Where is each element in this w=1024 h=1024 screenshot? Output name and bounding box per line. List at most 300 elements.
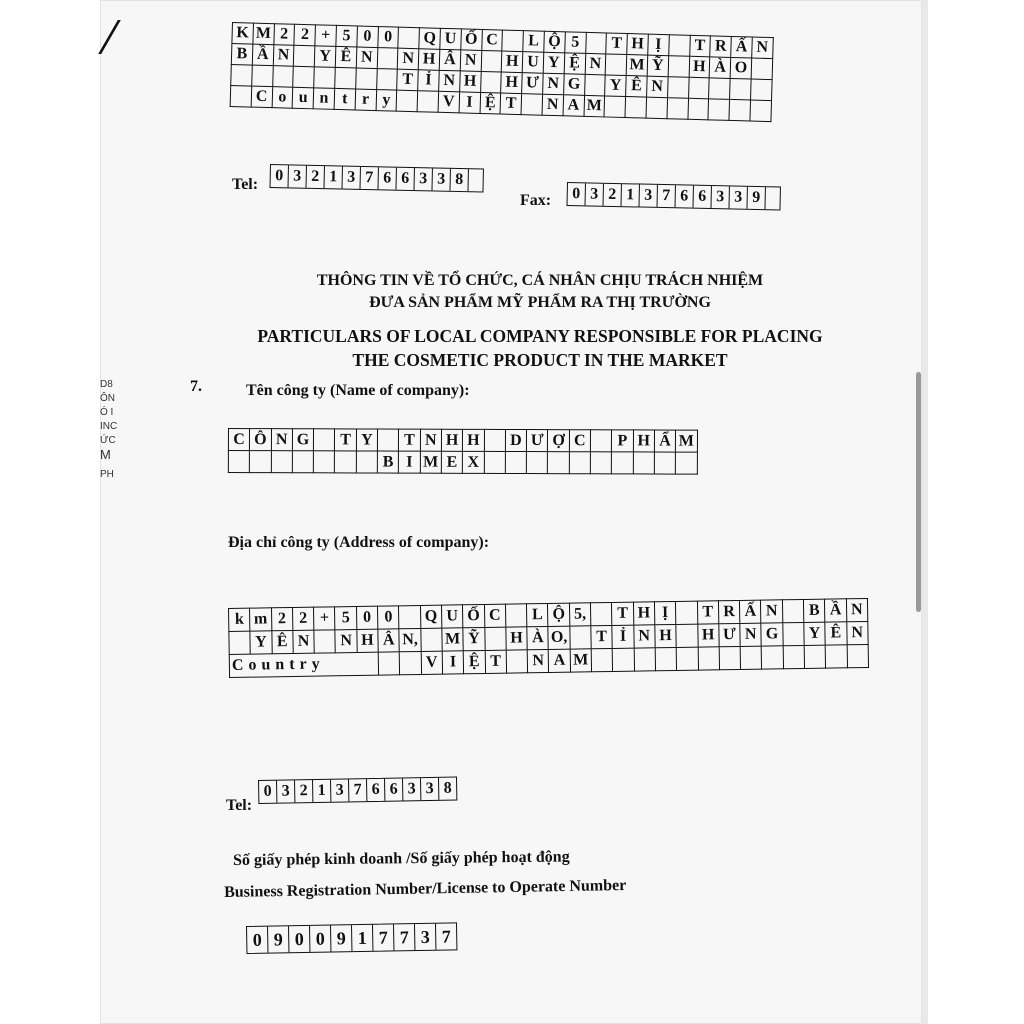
grid-cell xyxy=(293,66,314,88)
grid-cell: y xyxy=(376,90,397,112)
grid-cell xyxy=(676,647,698,670)
digit-box: 9 xyxy=(752,188,761,207)
grid-cell: Ầ xyxy=(252,44,273,66)
grid-cell: A xyxy=(563,95,584,117)
digit-box: 3 xyxy=(421,778,439,800)
grid-cell: Ấ xyxy=(731,36,752,58)
grid-cell xyxy=(421,628,443,651)
grid-cell: Ộ xyxy=(548,603,570,626)
grid-cell: N xyxy=(846,621,868,644)
grid-cell: Y xyxy=(605,75,626,97)
grid-cell xyxy=(709,78,730,100)
grid-cell: G xyxy=(563,74,584,96)
grid-cell xyxy=(584,74,605,96)
grid-cell: o xyxy=(272,87,293,109)
digit-box: 6 xyxy=(675,185,693,207)
grid-cell xyxy=(668,35,689,57)
grid-cell xyxy=(230,85,251,107)
grid-cell xyxy=(399,605,421,628)
grid-cell: Q xyxy=(420,605,442,628)
grid-cell: 5 xyxy=(335,606,357,629)
grid-cell: V xyxy=(438,91,459,113)
grid-cell: Ệ xyxy=(564,53,585,75)
grid-cell: T xyxy=(591,625,613,648)
grid-cell: N xyxy=(740,623,762,646)
grid-cell xyxy=(292,451,313,473)
grid-cell xyxy=(569,452,590,474)
grid-cell: M xyxy=(676,430,697,452)
grid-cell xyxy=(506,650,528,673)
digit-box: 7 xyxy=(360,167,378,189)
grid-cell: H xyxy=(633,430,654,452)
underlying-page-fragment xyxy=(100,378,120,518)
grid-cell xyxy=(804,645,826,668)
grid-cell: T xyxy=(500,93,521,115)
grid-cell: Ị xyxy=(648,34,669,56)
digit-box: 3 xyxy=(415,924,436,950)
grid-cell: 0 xyxy=(357,26,378,48)
grid-cell: T xyxy=(397,69,418,91)
grid-cell: H xyxy=(357,629,379,652)
grid-cell: M xyxy=(570,649,592,672)
digit-box: 0 xyxy=(271,165,289,187)
grid-cell: R xyxy=(710,36,731,58)
grid-cell: H xyxy=(501,72,522,94)
grid-cell xyxy=(314,451,335,473)
grid-cell xyxy=(750,100,771,122)
grid-cell xyxy=(356,451,377,473)
grid-cell: + xyxy=(315,25,336,47)
grid-cell: V xyxy=(421,651,443,674)
digit-box: 9 xyxy=(268,926,289,952)
grid-cell xyxy=(668,56,689,78)
digit-box: 3 xyxy=(586,183,604,205)
grid-cell: H xyxy=(418,49,439,71)
grid-cell: Ệ xyxy=(480,92,501,114)
grid-cell xyxy=(314,630,336,653)
grid-cell: 0 xyxy=(378,606,400,629)
document-page xyxy=(100,0,922,1024)
page-edge xyxy=(922,0,928,1024)
grid-cell xyxy=(398,27,419,49)
grid-cell: C xyxy=(569,430,590,452)
grid-cell: C xyxy=(481,29,502,51)
grid-cell: Ê xyxy=(271,630,293,653)
license-label-vn: Số giấy phép kinh doanh /Số giấy phép hoạt động xyxy=(233,848,570,869)
grid-cell xyxy=(417,91,438,113)
grid-cell xyxy=(250,451,271,473)
grid-cell xyxy=(231,64,252,86)
grid-cell: Y xyxy=(250,631,272,654)
grid-cell: T xyxy=(335,429,356,451)
grid-cell: H xyxy=(627,34,648,56)
grid-cell: 2 xyxy=(273,24,294,46)
grid-cell xyxy=(378,652,400,675)
grid-cell xyxy=(751,58,772,80)
grid-cell xyxy=(687,98,708,120)
grid-cell: O, xyxy=(548,626,570,649)
grid-cell: L xyxy=(527,603,549,626)
grid-cell: X xyxy=(463,451,484,473)
grid-cell: M xyxy=(626,55,647,77)
grid-cell: Ỉ xyxy=(612,625,634,648)
grid-cell xyxy=(481,50,502,72)
grid-cell xyxy=(400,651,422,674)
grid-cell xyxy=(783,645,805,668)
digit-box: 1 xyxy=(313,780,331,802)
section-heading-vn-line1: THÔNG TIN VỀ TỔ CHỨC, CÁ NHÂN CHỊU TRÁCH NHIỆM xyxy=(316,272,764,289)
grid-cell: Ỹ xyxy=(647,55,668,77)
grid-cell: Y xyxy=(804,622,826,645)
grid-cell xyxy=(272,66,293,88)
grid-cell xyxy=(502,30,523,52)
section-heading-en-line1: PARTICULARS OF LOCAL COMPANY RESPONSIBLE FOR PLACING xyxy=(257,326,823,346)
grid-cell xyxy=(335,451,356,473)
fragment-text: PH xyxy=(100,469,114,480)
grid-cell: C xyxy=(484,604,506,627)
grid-cell: Ê xyxy=(335,46,356,68)
grid-cell: H xyxy=(506,627,528,650)
manufacturer-fax-label: Fax: xyxy=(520,192,552,209)
section-heading-en-line2: THE COSMETIC PRODUCT IN THE MARKET xyxy=(352,350,728,370)
grid-cell xyxy=(719,646,741,669)
digit-box: 6 xyxy=(378,167,396,189)
grid-cell: M xyxy=(584,95,605,117)
grid-cell: Q xyxy=(419,28,440,50)
grid-cell xyxy=(634,648,656,671)
grid-cell xyxy=(847,644,869,667)
digit-box: 0 xyxy=(310,926,331,952)
grid-cell xyxy=(376,69,397,91)
grid-cell xyxy=(570,626,592,649)
grid-cell xyxy=(377,429,398,451)
digit-box: 0 xyxy=(568,183,586,205)
grid-cell: H xyxy=(697,624,719,647)
grid-cell: H xyxy=(441,429,462,451)
grid-cell xyxy=(698,647,720,670)
digit-box: 7 xyxy=(373,924,394,950)
grid-cell: + xyxy=(314,607,336,630)
grid-cell xyxy=(708,99,729,121)
grid-cell: N xyxy=(752,37,773,59)
grid-cell: H xyxy=(502,51,523,73)
grid-cell: T xyxy=(485,650,507,673)
grid-cell: K xyxy=(232,23,253,45)
digit-box: 1 xyxy=(622,184,640,206)
grid-cell xyxy=(548,452,569,474)
grid-cell: Ợ xyxy=(548,430,569,452)
company-tel-label: Tel: xyxy=(226,797,253,814)
vertical-scrollbar[interactable] xyxy=(916,372,921,612)
grid-cell: N xyxy=(273,45,294,67)
fragment-text: ỨC xyxy=(100,435,116,446)
grid-cell: Ư xyxy=(527,430,548,452)
grid-cell: Ị xyxy=(654,601,676,624)
grid-cell: C xyxy=(251,86,272,108)
grid-cell: N xyxy=(356,47,377,69)
digit-box: 6 xyxy=(385,778,403,800)
grid-cell: T xyxy=(689,35,710,57)
grid-cell: Ê xyxy=(825,622,847,645)
grid-cell: D xyxy=(505,429,526,451)
grid-cell xyxy=(667,77,688,99)
grid-cell: N xyxy=(761,600,783,623)
grid-cell: H xyxy=(459,71,480,93)
fragment-text: INC xyxy=(100,421,118,432)
grid-cell: R xyxy=(718,600,740,623)
grid-cell: U xyxy=(440,28,461,50)
grid-cell xyxy=(314,429,335,451)
digit-box: 0 xyxy=(247,927,268,953)
grid-cell: Ệ xyxy=(463,650,485,673)
grid-cell: N xyxy=(460,50,481,72)
grid-cell: Ẩ xyxy=(654,430,675,452)
grid-cell: N, xyxy=(399,628,421,651)
grid-cell: B xyxy=(231,44,252,66)
grid-cell: U xyxy=(441,605,463,628)
grid-cell: n xyxy=(313,88,334,110)
grid-cell: Â xyxy=(378,629,400,652)
grid-cell: Y xyxy=(543,52,564,74)
license-label-en: Business Registration Number/License to Operate Number xyxy=(224,876,627,901)
grid-cell: 2 xyxy=(271,607,293,630)
grid-cell xyxy=(625,97,646,119)
grid-cell xyxy=(585,32,606,54)
digit-box: 7 xyxy=(657,185,675,207)
grid-cell: I xyxy=(459,92,480,114)
grid-cell xyxy=(484,451,505,473)
grid-cell: H xyxy=(689,56,710,78)
grid-cell xyxy=(613,648,635,671)
grid-cell xyxy=(314,67,335,89)
grid-cell: T xyxy=(697,601,719,624)
grid-cell: Ố xyxy=(463,604,485,627)
grid-cell: N xyxy=(527,649,549,672)
digit-box: 1 xyxy=(325,166,343,188)
grid-cell: À xyxy=(527,626,549,649)
grid-cell: Y xyxy=(356,429,377,451)
digit-box: 2 xyxy=(307,166,325,188)
manufacturer-address-grid xyxy=(230,22,774,122)
grid-cell: N xyxy=(293,630,315,653)
grid-cell xyxy=(676,452,697,474)
digit-box: 3 xyxy=(640,185,658,207)
grid-cell: Y xyxy=(314,46,335,68)
grid-cell: Ô xyxy=(250,429,271,451)
grid-cell xyxy=(606,54,627,76)
grid-cell: N xyxy=(271,429,292,451)
grid-cell: Ầ xyxy=(825,599,847,622)
grid-cell xyxy=(335,67,356,89)
digit-box: 3 xyxy=(432,168,450,190)
grid-cell: Ỉ xyxy=(418,70,439,92)
digit-box: 2 xyxy=(295,780,313,802)
grid-cell xyxy=(526,452,547,474)
grid-cell: G xyxy=(292,429,313,451)
grid-cell xyxy=(782,599,804,622)
grid-cell: M xyxy=(442,628,464,651)
grid-cell: P xyxy=(612,430,633,452)
grid-cell: 0 xyxy=(356,606,378,629)
fragment-text: ÔN xyxy=(100,393,115,404)
company-tel-boxes xyxy=(258,777,457,804)
grid-cell: I xyxy=(399,451,420,473)
grid-cell: N xyxy=(585,53,606,75)
grid-cell: Ộ xyxy=(544,31,565,53)
digit-box: 7 xyxy=(394,924,415,950)
grid-cell xyxy=(505,604,527,627)
grid-cell xyxy=(229,631,251,654)
grid-cell: T xyxy=(606,33,627,55)
grid-cell: B xyxy=(377,451,398,473)
grid-cell: M xyxy=(420,451,441,473)
grid-cell: H xyxy=(463,429,484,451)
section-heading-vn-line2: ĐƯA SẢN PHẨM MỸ PHẨM RA THỊ TRƯỜNG xyxy=(369,294,711,311)
grid-cell: H xyxy=(655,624,677,647)
grid-cell xyxy=(228,451,249,473)
grid-cell: 5 xyxy=(565,32,586,54)
grid-cell xyxy=(271,451,292,473)
grid-cell: M xyxy=(253,23,274,45)
grid-cell: N xyxy=(439,70,460,92)
manufacturer-tel-label: Tel: xyxy=(232,176,259,193)
grid-cell: Ố xyxy=(461,29,482,51)
grid-cell: Ấ xyxy=(740,600,762,623)
grid-cell xyxy=(294,45,315,67)
grid-cell: 0 xyxy=(377,27,398,49)
company-name-label: Tên công ty (Name of company): xyxy=(246,382,470,399)
grid-cell xyxy=(484,429,505,451)
grid-cell: N xyxy=(543,73,564,95)
grid-cell xyxy=(480,71,501,93)
grid-cell xyxy=(590,452,611,474)
grid-cell: 5 xyxy=(336,25,357,47)
grid-cell: m xyxy=(250,608,272,631)
grid-row xyxy=(228,429,697,453)
company-address-grid xyxy=(228,598,869,678)
grid-cell: T xyxy=(612,602,634,625)
grid-cell: O xyxy=(730,57,751,79)
grid-cell xyxy=(591,648,613,671)
grid-cell xyxy=(655,647,677,670)
grid-cell xyxy=(355,68,376,90)
grid-cell: N xyxy=(633,625,655,648)
digit-box: 6 xyxy=(396,168,414,190)
digit-box: 3 xyxy=(343,167,361,189)
grid-cell xyxy=(612,452,633,474)
digit-box: 3 xyxy=(403,778,421,800)
manufacturer-tel-boxes xyxy=(269,164,483,192)
grid-cell: E xyxy=(441,451,462,473)
digit-box: 8 xyxy=(455,170,464,189)
grid-cell xyxy=(633,452,654,474)
grid-cell: À xyxy=(709,57,730,79)
fragment-text: M xyxy=(100,447,111,462)
grid-cell: k xyxy=(229,608,251,631)
grid-cell: Ư xyxy=(522,73,543,95)
grid-cell: r xyxy=(355,89,376,111)
grid-cell xyxy=(676,624,698,647)
digit-box: 3 xyxy=(331,779,349,801)
fragment-text: Ó I xyxy=(100,407,114,418)
digit-box: 7 xyxy=(441,926,451,947)
grid-cell xyxy=(676,601,698,624)
item-number: 7. xyxy=(190,378,202,395)
grid-cell: Ư xyxy=(719,623,741,646)
license-number-boxes xyxy=(246,922,457,954)
grid-cell xyxy=(484,627,506,650)
grid-cell: Ê xyxy=(626,76,647,98)
grid-cell: Â xyxy=(439,49,460,71)
digit-box: 3 xyxy=(277,780,295,802)
digit-box: 7 xyxy=(349,779,367,801)
digit-box: 0 xyxy=(289,926,310,952)
grid-cell xyxy=(521,94,542,116)
grid-cell: 2 xyxy=(294,24,315,46)
digit-box: 1 xyxy=(352,925,373,951)
digit-box: 2 xyxy=(604,184,622,206)
grid-row xyxy=(228,451,697,475)
grid-cell: I xyxy=(442,651,464,674)
grid-cell: Country xyxy=(229,652,378,677)
grid-cell: U xyxy=(522,52,543,74)
company-name-grid xyxy=(228,428,698,475)
grid-cell: H xyxy=(633,602,655,625)
digit-box: 8 xyxy=(443,779,452,797)
grid-cell: 2 xyxy=(292,607,314,630)
digit-box: 3 xyxy=(729,186,747,208)
grid-cell xyxy=(590,430,611,452)
grid-cell: L xyxy=(523,31,544,53)
digit-box: 0 xyxy=(259,781,277,803)
fragment-text: D8 xyxy=(100,379,113,390)
grid-cell xyxy=(730,78,751,100)
digit-box: 9 xyxy=(331,925,352,951)
grid-cell: T xyxy=(399,429,420,451)
grid-cell xyxy=(505,451,526,473)
grid-cell: N xyxy=(398,48,419,70)
grid-cell xyxy=(377,48,398,70)
grid-cell: N xyxy=(420,429,441,451)
grid-cell xyxy=(252,65,273,87)
grid-cell xyxy=(740,646,762,669)
grid-cell xyxy=(604,96,625,118)
grid-cell: t xyxy=(334,88,355,110)
grid-cell xyxy=(825,645,847,668)
grid-cell xyxy=(667,98,688,120)
digit-box: 3 xyxy=(289,165,307,187)
digit-box: 6 xyxy=(367,779,385,801)
grid-cell: 5, xyxy=(569,603,591,626)
manufacturer-fax-boxes xyxy=(566,182,780,210)
grid-cell: Ỹ xyxy=(463,627,485,650)
grid-cell: N xyxy=(647,76,668,98)
grid-cell: A xyxy=(549,649,571,672)
digit-box: 3 xyxy=(414,168,432,190)
digit-box: 6 xyxy=(693,186,711,208)
grid-cell: N xyxy=(542,94,563,116)
grid-cell: u xyxy=(293,87,314,109)
grid-cell: G xyxy=(761,623,783,646)
grid-cell xyxy=(729,99,750,121)
grid-cell xyxy=(646,97,667,119)
grid-cell xyxy=(654,452,675,474)
grid-cell xyxy=(688,77,709,99)
grid-cell xyxy=(396,90,417,112)
grid-cell: N xyxy=(846,598,868,621)
company-address-label: Địa chỉ công ty (Address of company): xyxy=(228,534,490,551)
grid-cell: C xyxy=(228,429,249,451)
